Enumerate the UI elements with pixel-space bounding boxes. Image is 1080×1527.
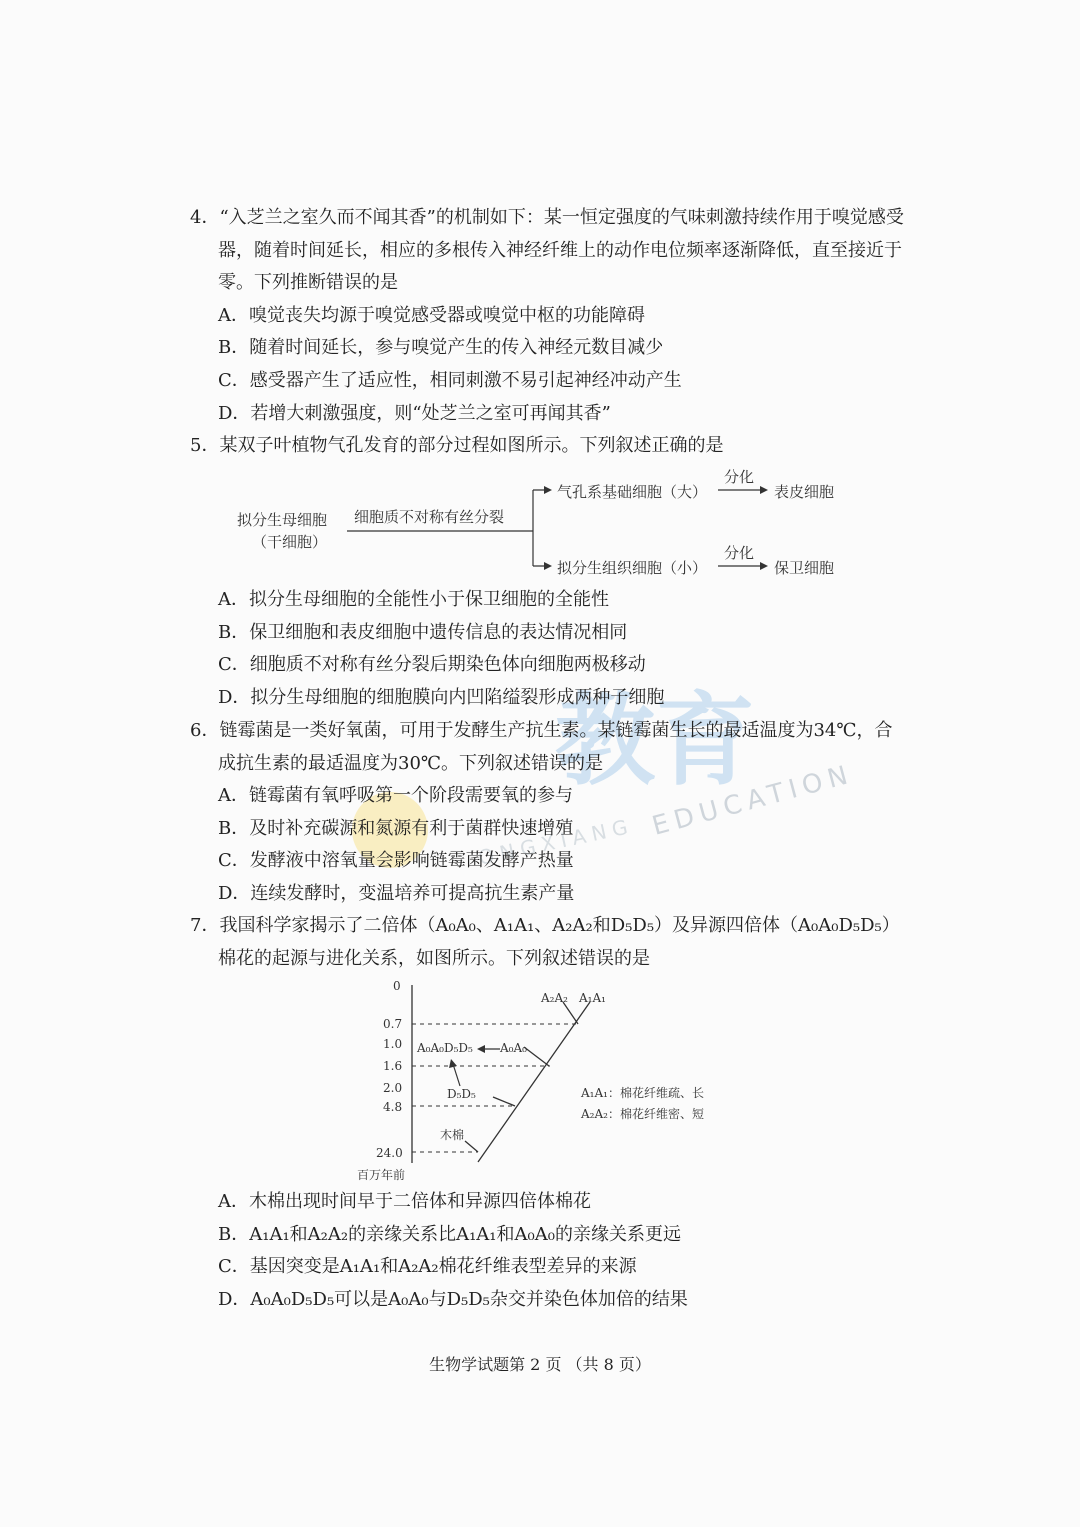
question-5-option-d: D．拟分生母细胞的细胞膜向内凹陷缢裂形成两种子细胞 — [218, 686, 665, 708]
upper-result-label: 表皮细胞 — [774, 483, 835, 501]
question-6-stem: 6．链霉菌是一类好氧菌，可用于发酵生产抗生素。某链霉菌生长的最适温度为34℃，合成抗生素的最适温度为30℃。下列叙述错误的是 — [190, 720, 893, 774]
question-4-option-c: C．感受器产生了适应性，相同刺激不易引起神经冲动产生 — [218, 369, 682, 391]
question-5-option-c: C．细胞质不对称有丝分裂后期染色体向细胞两极移动 — [218, 654, 646, 676]
tick-label: 4.8 — [383, 1100, 403, 1114]
division-label: 细胞质不对称有丝分裂 — [354, 508, 505, 526]
question-7-option-d: D．A₀A₀D₅D₅可以是A₀A₀与D₅D₅杂交并染色体加倍的结果 — [218, 1288, 688, 1310]
tetraploid-label: A₀A₀D₅D₅ — [417, 1041, 473, 1055]
watermark-sub: EDUCATION — [649, 759, 857, 842]
tick-label: 0.7 — [383, 1017, 403, 1031]
d5-branch — [493, 1097, 515, 1106]
question-4-option-d: D．若增大刺激强度，则“处芝兰之室可再闻其香” — [218, 402, 611, 424]
question-5-option-b: B．保卫细胞和表皮细胞中遗传信息的表达情况相同 — [218, 621, 628, 643]
a2-branch — [563, 1002, 578, 1024]
lower-arrow-label: 分化 — [724, 544, 755, 562]
question-5-stem: 5．某双子叶植物气孔发育的部分过程如图所示。下列叙述正确的是 — [190, 435, 724, 456]
question-4-option-a: A．嗅觉丧失均源于嗅觉感受器或嗅觉中枢的功能障碍 — [218, 304, 645, 326]
lower-result-label: 保卫细胞 — [774, 559, 835, 577]
question-6-option-b: B．及时补充碳源和氮源有利于菌群快速增殖 — [218, 817, 574, 839]
lower-cell-label: 拟分生组织细胞（小） — [557, 559, 708, 577]
question-4-option-b: B．随着时间延长，参与嗅觉产生的传入神经元数目减少 — [218, 337, 664, 359]
question-5-option-a: A．拟分生母细胞的全能性小于保卫细胞的全能性 — [218, 589, 609, 610]
tick-label: 2.0 — [383, 1081, 403, 1095]
question-7-stem: 7．我国科学家揭示了二倍体（A₀A₀、A₁A₁、A₂A₂和D₅D₅）及异源四倍体（A₀A₀D₅D₅）棉花的起源与进化关系，如图所示。下列叙述错误的是 — [190, 915, 900, 969]
question-6-option-c: C．发酵液中溶氧量会影响链霉菌发酵产热量 — [218, 850, 574, 872]
source-cell-note: （干细胞） — [252, 533, 328, 551]
tick-label: 24.0 — [376, 1146, 403, 1160]
d5-to-tetra-arrowhead — [449, 1059, 457, 1068]
a0-to-tetra-arrowhead — [477, 1045, 485, 1053]
upper-arrow-label: 分化 — [724, 468, 755, 486]
question-7-option-b: B．A₁A₁和A₂A₂的亲缘关系比A₁A₁和A₀A₀的亲缘关系更远 — [218, 1223, 681, 1245]
question-7-options — [190, 1186, 910, 1316]
a0-branch — [524, 1047, 549, 1066]
watermark-sub2: ONGXIANG — [476, 813, 636, 870]
page-footer: 生物学试题第 2 页 （共 8 页） — [429, 1355, 651, 1374]
legend-a1a1: A₁A₁：棉花纤维疏、长 — [581, 1086, 704, 1100]
source-cell-label: 拟分生母细胞 — [237, 511, 328, 529]
question-7-option-c: C．基因突变是A₁A₁和A₂A₂棉花纤维表型差异的来源 — [218, 1256, 637, 1278]
a0a0-label: A₀A₀ — [500, 1041, 527, 1055]
main-trunk — [478, 1002, 590, 1162]
a2a2-tip-label: A₂A₂ — [541, 991, 568, 1005]
question-6-option-a: A．链霉菌有氧呼吸第一个阶段需要氧的参与 — [218, 785, 573, 807]
question-6-option-d: D．连续发酵时，变温培养可提高抗生素产量 — [218, 882, 575, 904]
mumian-branch — [465, 1141, 478, 1152]
d5d5-label: D₅D₅ — [447, 1087, 476, 1101]
watermark-main: 教育 — [555, 682, 755, 799]
d5-to-tetra-arrow — [453, 1064, 460, 1086]
mumian-label: 木棉 — [440, 1128, 465, 1142]
tick-label: 0 — [393, 979, 401, 993]
question-4-stem: 4．“入芝兰之室久而不闻其香”的机制如下：某一恒定强度的气味刺激持续作用于嗅觉感受器，随着时间延长，相应的多根传入神经纤维上的动作电位频率逐渐降低，直至接近于零。下列推断错误的是 — [190, 207, 904, 294]
axis-unit-label: 百万年前 — [357, 1168, 406, 1182]
tick-label: 1.0 — [383, 1037, 403, 1051]
upper-cell-label: 气孔系基础细胞（大） — [557, 483, 708, 501]
legend-a2a2: A₂A₂：棉花纤维密、短 — [581, 1107, 704, 1121]
question-7-option-a: A．木棉出现时间早于二倍体和异源四倍体棉花 — [218, 1191, 591, 1212]
a1a1-tip-label: A₁A₁ — [579, 991, 606, 1005]
tick-label: 1.6 — [383, 1059, 403, 1073]
